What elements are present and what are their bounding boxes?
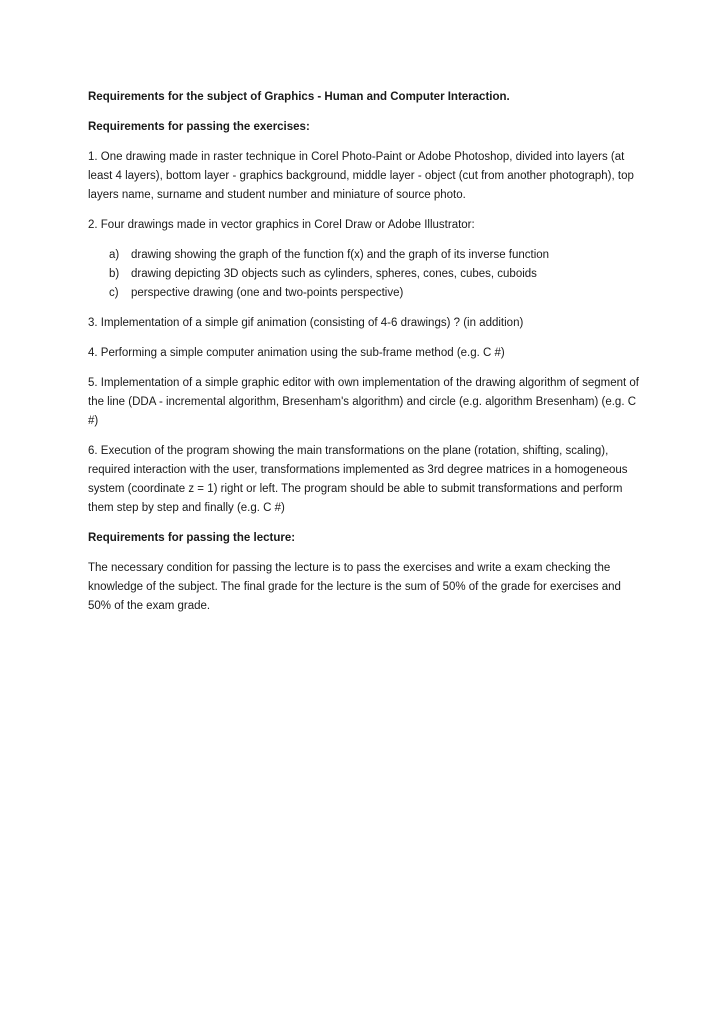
list-item-text: drawing depicting 3D objects such as cylinders, spheres, cones, cubes, cuboids <box>131 268 537 280</box>
exercises-heading: Requirements for passing the exercises: <box>88 121 310 133</box>
requirement-item-5: 5. Implementation of a simple graphic editor with own implementation of the drawing algorithm of segment of the line (DDA - incremental algorithm, Bresenham's algorithm) and circle (e.g. algorithm Bresenham) (e.g. C #) <box>88 377 640 427</box>
requirement-item-6: 6. Execution of the program showing the main transformations on the plane (rotation, shifting, scaling), required interaction with the user, transformations implemented as 3rd degree matrices in a homogeneous system (coordinate z = 1) right or left. The program should be able to submit transformations and perform them step by step and finally (e.g. C #) <box>88 445 628 514</box>
list-item-text: drawing showing the graph of the function f(x) and the graph of its inverse function <box>131 249 550 261</box>
document-title: Requirements for the subject of Graphics - Human and Computer Interaction. <box>88 91 510 103</box>
lecture-heading: Requirements for passing the lecture: <box>88 532 296 544</box>
list-marker: a) <box>109 249 120 261</box>
vector-drawings-list <box>88 246 644 303</box>
requirement-item-4: 4. Performing a simple computer animation using the sub-frame method (e.g. C #) <box>88 347 505 359</box>
list-marker: c) <box>109 287 119 299</box>
list-item <box>109 246 644 265</box>
requirement-item-1: 1. One drawing made in raster technique in Corel Photo-Paint or Adobe Photoshop, divided into layers (at least 4 layers), bottom layer - graphics background, middle layer - object (cut from another photograph), top layers name, surname and student number and miniature of source photo. <box>88 151 634 201</box>
list-item-text: perspective drawing (one and two-points perspective) <box>131 287 404 299</box>
requirement-item-2: 2. Four drawings made in vector graphics in Corel Draw or Adobe Illustrator: <box>88 219 475 231</box>
requirement-item-3: 3. Implementation of a simple gif animation (consisting of 4-6 drawings) ? (in addition) <box>88 317 524 329</box>
document-page <box>88 88 644 627</box>
list-item <box>109 284 644 303</box>
list-item <box>109 265 644 284</box>
list-marker: b) <box>109 268 120 280</box>
lecture-requirements-text: The necessary condition for passing the lecture is to pass the exercises and write a exam checking the knowledge of the subject. The final grade for the lecture is the sum of 50% of the grade for exercises and 50% of the exam grade. <box>88 562 621 612</box>
